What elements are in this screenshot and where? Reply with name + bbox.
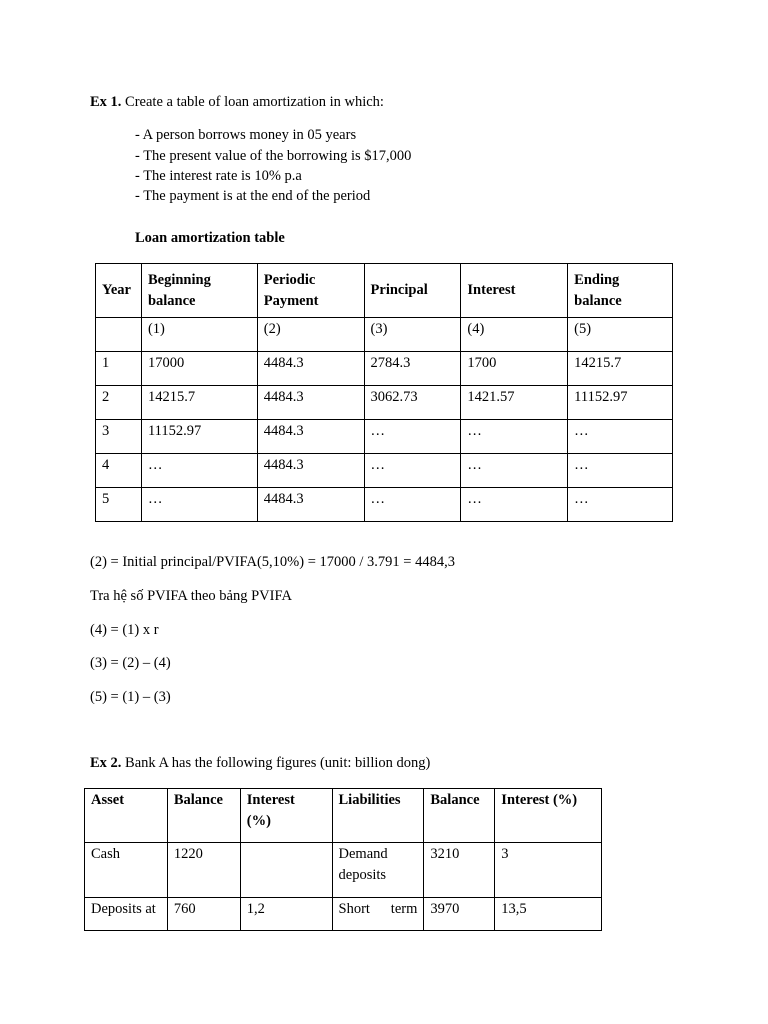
table-cell: 14215.7 bbox=[568, 352, 673, 386]
table-cell: 2 bbox=[96, 386, 142, 420]
table-cell: (1) bbox=[141, 318, 257, 352]
table-cell: 4484.3 bbox=[257, 386, 364, 420]
table-cell: … bbox=[141, 454, 257, 488]
table-cell: 4484.3 bbox=[257, 488, 364, 522]
ex1-text: Create a table of loan amortization in which: bbox=[125, 94, 384, 110]
header-interest: Interest bbox=[461, 264, 568, 318]
table-cell: (4) bbox=[461, 318, 568, 352]
short-term-label: Short term bbox=[338, 901, 418, 917]
table-row bbox=[85, 898, 602, 931]
table-cell: … bbox=[568, 420, 673, 454]
header-principal: Principal bbox=[364, 264, 461, 318]
table-cell: … bbox=[364, 420, 461, 454]
table-header-row bbox=[96, 264, 673, 318]
table-cell: Deposits at bbox=[85, 898, 168, 931]
table-cell: 3210 bbox=[424, 843, 495, 898]
note-pvifa: Tra hệ số PVIFA theo bảng PVIFA bbox=[90, 588, 292, 604]
header-ending-balance: Ending balance bbox=[568, 264, 673, 318]
table-cell: 14215.7 bbox=[141, 386, 257, 420]
table-cell: 13,5 bbox=[495, 898, 602, 931]
table-cell bbox=[96, 318, 142, 352]
header-asset: Asset bbox=[85, 789, 168, 843]
table-cell: Cash bbox=[85, 843, 168, 898]
table-cell: 1220 bbox=[167, 843, 240, 898]
table-cell: 1700 bbox=[461, 352, 568, 386]
ex1-label: Ex 1. bbox=[90, 94, 122, 110]
ex1-bullet-3: - The interest rate is 10% p.a bbox=[135, 168, 302, 184]
table-cell: 5 bbox=[96, 488, 142, 522]
table-cell: … bbox=[461, 454, 568, 488]
table-cell: (3) bbox=[364, 318, 461, 352]
table-cell: 11152.97 bbox=[141, 420, 257, 454]
table-cell: 4484.3 bbox=[257, 352, 364, 386]
table-cell: … bbox=[461, 488, 568, 522]
table-row bbox=[85, 843, 602, 898]
table-cell: 1,2 bbox=[240, 898, 332, 931]
table-cell: 4484.3 bbox=[257, 454, 364, 488]
table-cell: … bbox=[141, 488, 257, 522]
header-asset-interest: Interest (%) bbox=[240, 789, 332, 843]
header-asset-balance: Balance bbox=[167, 789, 240, 843]
table-cell: 4 bbox=[96, 454, 142, 488]
note-formula-2: (2) = Initial principal/PVIFA(5,10%) = 17000 / 3.791 = 4484,3 bbox=[90, 554, 455, 570]
note-formula-3: (3) = (2) – (4) bbox=[90, 655, 171, 671]
table-row bbox=[96, 318, 673, 352]
table-row bbox=[96, 420, 673, 454]
note-formula-4: (4) = (1) x r bbox=[90, 622, 159, 638]
table-cell: 1421.57 bbox=[461, 386, 568, 420]
table-cell: 11152.97 bbox=[568, 386, 673, 420]
table-row bbox=[96, 352, 673, 386]
ex2-heading bbox=[90, 755, 430, 772]
table-cell: 3 bbox=[96, 420, 142, 454]
note-formula-5: (5) = (1) – (3) bbox=[90, 689, 171, 705]
ex2-label: Ex 2. bbox=[90, 755, 122, 771]
table-cell: 3 bbox=[495, 843, 602, 898]
table-cell: 1 bbox=[96, 352, 142, 386]
table-cell: … bbox=[461, 420, 568, 454]
table-cell bbox=[240, 843, 332, 898]
table-cell: 760 bbox=[167, 898, 240, 931]
table-cell: 2784.3 bbox=[364, 352, 461, 386]
header-beginning-balance: Beginning balance bbox=[141, 264, 257, 318]
ex1-heading bbox=[90, 94, 384, 111]
table-cell: Demand deposits bbox=[332, 843, 424, 898]
table-cell: 17000 bbox=[141, 352, 257, 386]
bank-balance-table bbox=[84, 788, 602, 931]
table-cell: … bbox=[364, 488, 461, 522]
loan-amortization-table bbox=[95, 263, 673, 522]
table-row bbox=[96, 488, 673, 522]
ex1-bullet-2: - The present value of the borrowing is $17,000 bbox=[135, 148, 412, 164]
header-liabilities: Liabilities bbox=[332, 789, 424, 843]
table-cell bbox=[332, 898, 424, 931]
header-liabilities-balance: Balance bbox=[424, 789, 495, 843]
table-cell: (5) bbox=[568, 318, 673, 352]
loan-table-title: Loan amortization table bbox=[135, 230, 285, 246]
table-cell: 4484.3 bbox=[257, 420, 364, 454]
table-cell: 3970 bbox=[424, 898, 495, 931]
header-year: Year bbox=[96, 264, 142, 318]
ex1-bullet-4: - The payment is at the end of the period bbox=[135, 188, 371, 204]
table-row bbox=[96, 386, 673, 420]
ex2-text: Bank A has the following figures (unit: billion dong) bbox=[125, 755, 431, 771]
table-row bbox=[96, 454, 673, 488]
table-cell: … bbox=[568, 454, 673, 488]
ex1-bullet-1: - A person borrows money in 05 years bbox=[135, 127, 357, 143]
header-liabilities-interest: Interest (%) bbox=[495, 789, 602, 843]
table-header-row bbox=[85, 789, 602, 843]
table-cell: 3062.73 bbox=[364, 386, 461, 420]
header-periodic-payment: Periodic Payment bbox=[257, 264, 364, 318]
table-cell: … bbox=[364, 454, 461, 488]
table-cell: … bbox=[568, 488, 673, 522]
table-cell: (2) bbox=[257, 318, 364, 352]
